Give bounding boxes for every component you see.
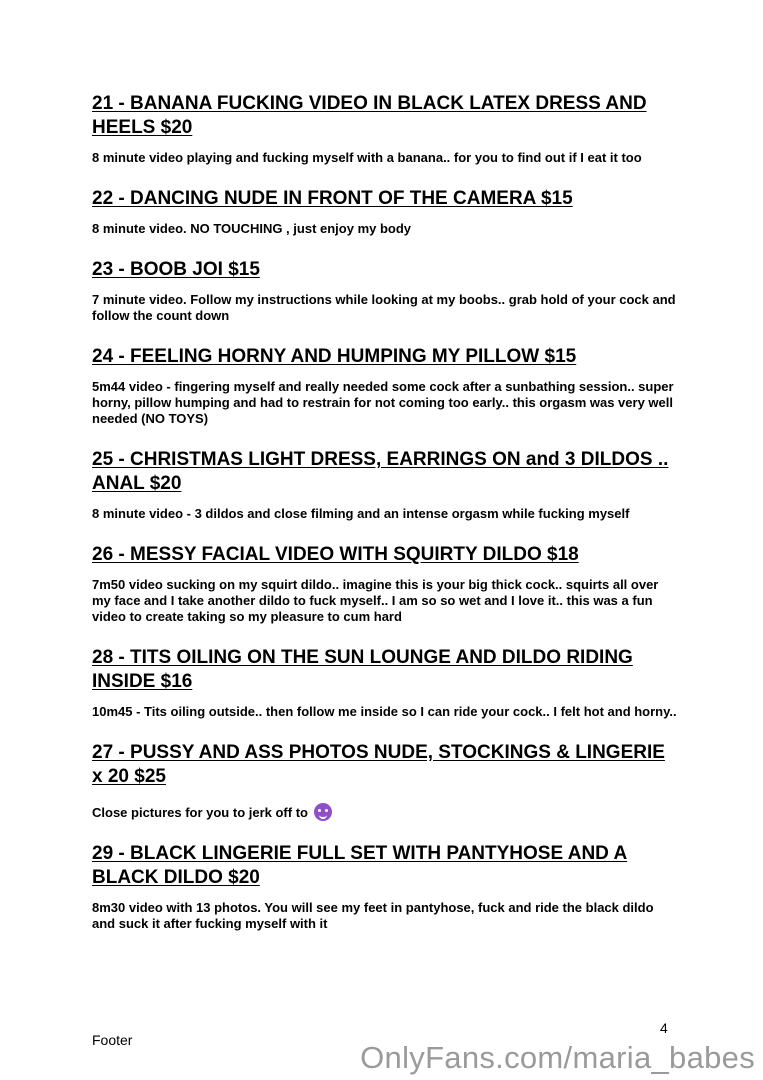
listing-25: [92, 448, 677, 522]
listing-title: 23 - BOOB JOI $15: [92, 259, 260, 280]
listing-title: 29 - BLACK LINGERIE FULL SET WITH PANTYHOSE AND A BLACK DILDO $20: [92, 843, 628, 888]
listing-title: 22 - DANCING NUDE IN FRONT OF THE CAMERA $15: [92, 188, 573, 209]
listing-description: 7 minute video. Follow my instructions while looking at my boobs.. grab hold of your cock and follow the count down: [92, 292, 676, 323]
listing-description: 8 minute video. NO TOUCHING , just enjoy my body: [92, 221, 412, 236]
listing-description: 8 minute video playing and fucking myself with a banana.. for you to find out if I eat it too: [92, 150, 642, 165]
listing-21: [92, 92, 677, 166]
listing-title: 24 - FEELING HORNY AND HUMPING MY PILLOW $15: [92, 346, 577, 367]
devil-emoji-icon: [314, 803, 332, 821]
listing-description: 8 minute video - 3 dildos and close filming and an intense orgasm while fucking myself: [92, 506, 630, 521]
listing-26: [92, 543, 677, 625]
listing-description: 8m30 video with 13 photos. You will see my feet in pantyhose, fuck and ride the black dildo and suck it after fucking myself with it: [92, 900, 654, 931]
listing-description: 10m45 - Tits oiling outside.. then follow me inside so I can ride your cock.. I felt hot and horny..: [92, 704, 677, 719]
listing-description: 5m44 video - fingering myself and really needed some cock after a sunbathing session.. super horny, pillow humping and had to restrain for not coming too early.. this orgasm was very well needed (NO TOYS): [92, 379, 674, 426]
listing-title: 21 - BANANA FUCKING VIDEO IN BLACK LATEX DRESS AND HEELS $20: [92, 93, 647, 138]
listing-description: [92, 803, 677, 821]
listing-27: [92, 741, 677, 821]
listing-title: 25 - CHRISTMAS LIGHT DRESS, EARRINGS ON and 3 DILDOS .. ANAL $20: [92, 449, 669, 494]
listing-29: [92, 842, 677, 932]
listing-title: 26 - MESSY FACIAL VIDEO WITH SQUIRTY DILDO $18: [92, 544, 579, 565]
listing-22: [92, 187, 677, 237]
listing-title: 28 - TITS OILING ON THE SUN LOUNGE AND DILDO RIDING INSIDE $16: [92, 647, 633, 692]
page-number: 4: [660, 1020, 668, 1036]
listing-24: [92, 345, 677, 427]
listing-28: [92, 646, 677, 720]
listings: [92, 92, 677, 932]
description-text: Close pictures for you to jerk off to: [92, 805, 308, 820]
listing-title: 27 - PUSSY AND ASS PHOTOS NUDE, STOCKINGS & LINGERIE x 20 $25: [92, 742, 665, 787]
listing-description: 7m50 video sucking on my squirt dildo.. imagine this is your big thick cock.. squirts all over my face and I take another dildo to fuck myself.. I am so so wet and I love it.. this was a fun video to create taking so my pleasure to cum hard: [92, 577, 659, 624]
footer: Footer: [92, 1032, 133, 1048]
watermark: OnlyFans.com/maria_babes: [360, 1040, 755, 1075]
listing-23: [92, 258, 677, 324]
